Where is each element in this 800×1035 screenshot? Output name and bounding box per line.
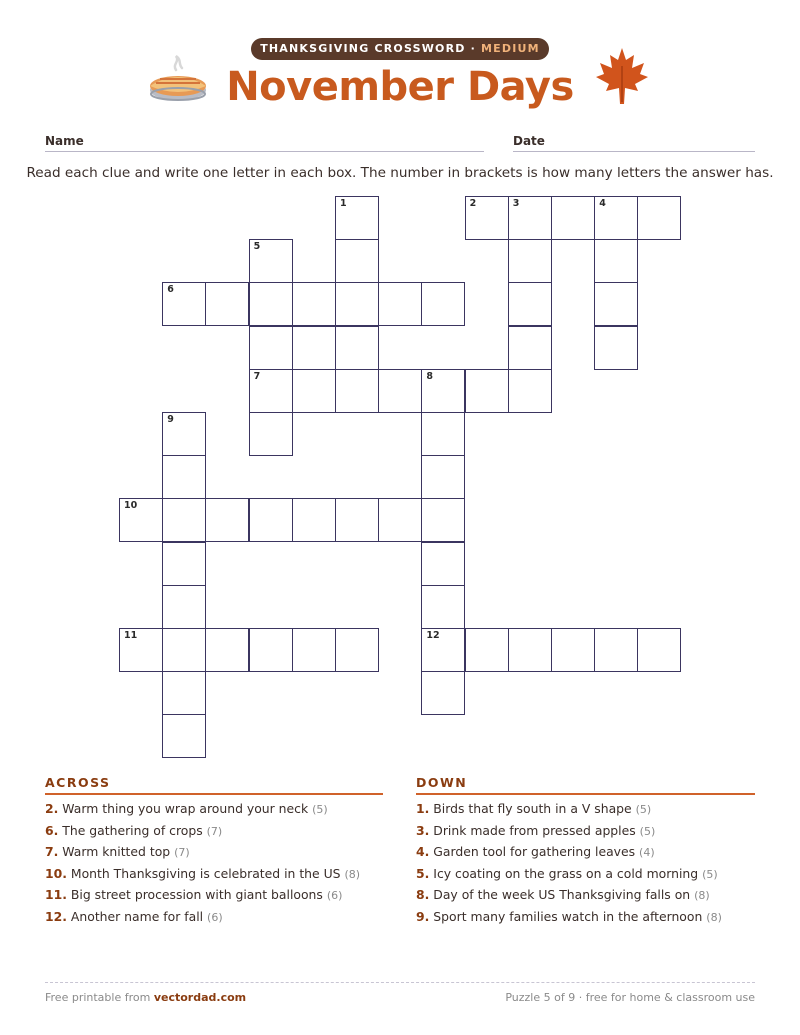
- grid-cell[interactable]: [421, 369, 465, 413]
- across-clue: [45, 866, 360, 883]
- grid-cell[interactable]: [508, 239, 552, 283]
- clue-num: 9.: [416, 909, 430, 924]
- across-clue: [45, 844, 190, 861]
- grid-cell[interactable]: [249, 412, 293, 456]
- across-heading: ACROSS: [45, 775, 111, 790]
- grid-cell[interactable]: [249, 498, 293, 542]
- grid-cell[interactable]: [594, 628, 638, 672]
- clue-length: (4): [639, 846, 655, 860]
- grid-cell[interactable]: [249, 628, 293, 672]
- grid-cell[interactable]: [551, 628, 595, 672]
- clue-text: The gathering of crops: [62, 822, 203, 838]
- clue-length: (6): [326, 889, 343, 903]
- clue-number: 11: [124, 630, 138, 641]
- grid-cell[interactable]: [292, 498, 336, 542]
- grid-cell[interactable]: [465, 196, 509, 240]
- grid-cell[interactable]: [421, 585, 465, 629]
- grid-cell[interactable]: [292, 326, 336, 370]
- clue-num: 4.: [416, 844, 430, 860]
- grid-cell[interactable]: [421, 671, 465, 715]
- across-clue: [45, 801, 328, 818]
- clue-length: (7): [174, 846, 190, 860]
- grid-cell[interactable]: [162, 714, 206, 758]
- clue-length: (8): [706, 911, 722, 924]
- puzzle-badge: [251, 38, 549, 60]
- grid-cell[interactable]: [508, 369, 552, 413]
- grid-cell[interactable]: [421, 282, 465, 326]
- clue-num: 3.: [416, 822, 430, 838]
- grid-cell[interactable]: [594, 196, 638, 240]
- down-clue: [416, 909, 722, 926]
- grid-cell[interactable]: [508, 628, 552, 672]
- grid-cell[interactable]: [421, 628, 465, 672]
- clue-length: (5): [635, 803, 652, 816]
- clue-number: 10: [124, 500, 138, 512]
- clue-number: 9: [167, 414, 174, 425]
- grid-cell[interactable]: [292, 369, 336, 413]
- grid-cell[interactable]: [465, 369, 509, 413]
- grid-cell[interactable]: [378, 369, 422, 413]
- grid-cell[interactable]: [162, 542, 206, 586]
- grid-cell[interactable]: [637, 196, 681, 240]
- grid-cell[interactable]: [421, 412, 465, 456]
- clue-num: 7.: [45, 844, 59, 860]
- down-clue: [416, 887, 710, 904]
- clue-number: 2: [469, 198, 477, 209]
- grid-cell[interactable]: [119, 498, 163, 542]
- clue-text: Big street procession with giant balloons: [70, 887, 323, 903]
- site-link[interactable]: vectordad.com: [153, 991, 247, 1004]
- clue-num: 11.: [45, 887, 67, 903]
- grid-cell[interactable]: [594, 282, 638, 326]
- name-field[interactable]: [45, 151, 484, 152]
- clue-length: (6): [207, 911, 223, 924]
- grid-cell[interactable]: [119, 628, 163, 672]
- clue-number: 3: [512, 198, 520, 209]
- across-clue: [45, 823, 222, 840]
- clue-text: Garden tool for gathering leaves: [433, 844, 636, 860]
- down-clue: [416, 866, 718, 883]
- clue-text: Month Thanksgiving is celebrated in the US: [70, 865, 341, 881]
- across-clue: [45, 909, 223, 926]
- grid-cell[interactable]: [335, 196, 379, 240]
- grid-cell[interactable]: [378, 498, 422, 542]
- clue-text: Another name for fall: [70, 909, 204, 924]
- clue-num: 1.: [416, 801, 430, 816]
- grid-cell[interactable]: [249, 369, 293, 413]
- clue-length: (5): [702, 867, 718, 881]
- down-divider: [416, 793, 755, 795]
- clue-length: (7): [206, 824, 223, 838]
- date-label: Date: [513, 134, 545, 148]
- badge-text: THANKSGIVING CROSSWORD ·: [260, 42, 482, 55]
- grid-cell[interactable]: [508, 196, 552, 240]
- clue-number: 6: [167, 284, 174, 296]
- grid-cell[interactable]: [421, 455, 465, 499]
- grid-cell[interactable]: [637, 628, 681, 672]
- grid-cell[interactable]: [378, 282, 422, 326]
- grid-cell[interactable]: [292, 628, 336, 672]
- instructions: Read each clue and write one letter in each box. The number in brackets is how many letters the answer has.: [26, 165, 774, 181]
- footer-puzzle-info: Puzzle 5 of 9 · free for home & classroom use: [505, 991, 755, 1004]
- across-clue: [45, 887, 342, 904]
- pie-icon: [146, 50, 210, 106]
- clue-number: 8: [426, 370, 434, 382]
- grid-cell[interactable]: [465, 628, 509, 672]
- grid-cell[interactable]: [421, 498, 465, 542]
- clue-length: (8): [344, 867, 361, 881]
- grid-cell[interactable]: [162, 585, 206, 629]
- grid-cell[interactable]: [594, 239, 638, 283]
- difficulty-label: MEDIUM: [481, 42, 540, 55]
- grid-cell[interactable]: [421, 542, 465, 586]
- grid-cell[interactable]: [162, 498, 206, 542]
- across-divider: [45, 793, 383, 795]
- grid-cell[interactable]: [249, 282, 293, 326]
- grid-cell[interactable]: [162, 455, 206, 499]
- grid-cell[interactable]: [335, 498, 379, 542]
- clue-number: 4: [599, 198, 606, 209]
- clue-text: Birds that fly south in a V shape: [433, 801, 632, 816]
- clue-number: 5: [253, 241, 261, 253]
- clue-length: (5): [312, 803, 328, 816]
- clue-length: (5): [639, 824, 656, 838]
- name-label: Name: [45, 134, 84, 148]
- clue-text: Warm thing you wrap around your neck: [62, 801, 309, 816]
- grid-cell[interactable]: [162, 628, 206, 672]
- grid-cell[interactable]: [335, 282, 379, 326]
- date-field[interactable]: [513, 151, 755, 152]
- clue-text: Icy coating on the grass on a cold morning: [433, 865, 699, 881]
- grid-cell[interactable]: [508, 282, 552, 326]
- grid-cell[interactable]: [335, 369, 379, 413]
- grid-cell[interactable]: [551, 196, 595, 240]
- down-heading: DOWN: [416, 775, 468, 790]
- clue-num: 5.: [416, 865, 430, 881]
- grid-cell[interactable]: [205, 498, 249, 542]
- clue-text: Day of the week US Thanksgiving falls on: [433, 887, 691, 903]
- footer-credit: Free printable from vectordad.com: [45, 991, 247, 1004]
- grid-cell[interactable]: [335, 239, 379, 283]
- grid-cell[interactable]: [162, 671, 206, 715]
- clue-num: 12.: [45, 909, 67, 924]
- down-clue: [416, 844, 655, 861]
- grid-cell[interactable]: [508, 326, 552, 370]
- clue-num: 10.: [45, 865, 67, 881]
- grid-cell[interactable]: [162, 282, 206, 326]
- grid-cell[interactable]: [205, 282, 249, 326]
- clue-text: Warm knitted top: [62, 844, 171, 860]
- footer-divider: [45, 982, 755, 983]
- down-clue: [416, 823, 655, 840]
- maple-leaf-icon: [594, 46, 650, 106]
- down-clue: [416, 801, 651, 818]
- clue-num: 8.: [416, 887, 430, 903]
- clue-number: 1: [340, 198, 347, 209]
- clue-num: 6.: [45, 822, 59, 838]
- grid-cell[interactable]: [249, 326, 293, 370]
- grid-cell[interactable]: [205, 628, 249, 672]
- grid-cell[interactable]: [594, 326, 638, 370]
- clue-text: Drink made from pressed apples: [433, 822, 636, 838]
- clue-length: (8): [694, 889, 710, 903]
- grid-cell[interactable]: [335, 326, 379, 370]
- grid-cell[interactable]: [335, 628, 379, 672]
- clue-number: 12: [426, 630, 440, 641]
- page-title: November Days: [226, 64, 574, 110]
- grid-cell[interactable]: [249, 239, 293, 283]
- clue-text: Sport many families watch in the afternoon: [433, 909, 703, 924]
- clue-num: 2.: [45, 801, 59, 816]
- clue-number: 7: [253, 370, 261, 382]
- grid-cell[interactable]: [162, 412, 206, 456]
- grid-cell[interactable]: [292, 282, 336, 326]
